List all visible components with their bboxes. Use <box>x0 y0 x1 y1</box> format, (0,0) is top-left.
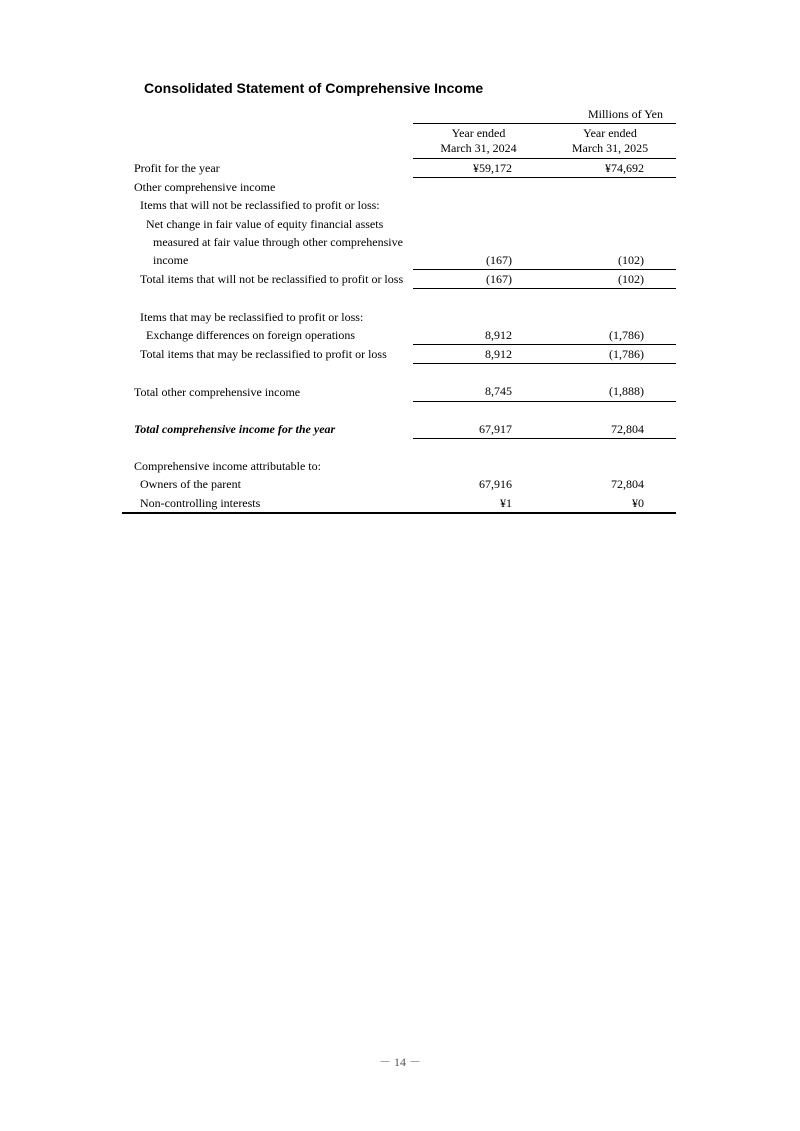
row-label: Owners of the parent <box>140 477 241 492</box>
table-row-total-comprehensive-income <box>122 420 676 439</box>
table-row-reclassified-total <box>122 345 676 364</box>
table-row-attributable-heading <box>122 457 676 475</box>
value-2024: (167) <box>413 270 544 289</box>
table-row-exchange-differences <box>122 326 676 345</box>
spacer-row <box>122 438 676 457</box>
spacer-row <box>122 401 676 420</box>
row-label: Total items that may be reclassified to profit or loss <box>140 347 387 361</box>
row-label: Exchange differences on foreign operations <box>146 328 356 343</box>
value-2025: (1,786) <box>544 345 676 364</box>
row-label: Comprehensive income attributable to: <box>134 459 321 474</box>
table-row-oci-heading <box>122 178 676 197</box>
table-row-fair-value-line3 <box>122 251 676 270</box>
value-2024: 8,912 <box>413 326 544 345</box>
value-2024: 8,745 <box>413 382 544 401</box>
table-row-reclassified-heading <box>122 308 676 326</box>
row-label: measured at fair value through other comprehensive <box>153 234 403 249</box>
table-row-non-controlling <box>122 494 676 513</box>
page-number: － 14 － <box>378 1055 421 1069</box>
value-2025: (1,786) <box>544 326 676 345</box>
table-row-fair-value-line2 <box>122 233 676 251</box>
row-label: Profit for the year <box>134 161 220 175</box>
table-row-not-reclassified-total <box>122 270 676 289</box>
spacer-row <box>122 364 676 383</box>
value-2024: 67,916 <box>479 477 512 492</box>
value-2025: (1,888) <box>544 382 676 401</box>
value-2025: (102) <box>544 251 676 270</box>
value-2025: 72,804 <box>611 477 644 492</box>
value-2024: 8,912 <box>413 345 544 364</box>
comprehensive-income-table <box>122 123 676 514</box>
value-2024: 67,917 <box>413 420 544 439</box>
spacer-row <box>122 289 676 308</box>
row-label: Items that may be reclassified to profit or loss: <box>140 309 364 324</box>
row-label: Total other comprehensive income <box>134 384 301 399</box>
table-row-owners <box>122 475 676 493</box>
row-label: Other comprehensive income <box>134 179 276 194</box>
value-2025: ¥74,692 <box>544 159 676 178</box>
value-2025: ¥0 <box>544 494 676 513</box>
unit-label: Millions of Yen <box>587 107 663 121</box>
column-header-2025: Year ended March 31, 2025 <box>544 124 676 159</box>
value-2024: (167) <box>413 251 544 270</box>
table-row-profit <box>122 159 676 178</box>
value-2024: ¥1 <box>413 494 544 513</box>
table-row-not-reclassified-heading <box>122 196 676 214</box>
table-row-fair-value-line1 <box>122 215 676 233</box>
value-2025: (102) <box>544 270 676 289</box>
column-header-2024: Year ended March 31, 2024 <box>413 124 544 159</box>
row-label: Total items that will not be reclassified to profit or loss <box>140 272 404 287</box>
table-row-total-oci <box>122 382 676 401</box>
row-label: Non-controlling interests <box>122 494 413 513</box>
row-label: Net change in fair value of equity financial assets <box>146 216 384 231</box>
value-2025: 72,804 <box>544 420 676 439</box>
column-header-row <box>122 124 676 159</box>
row-label: Items that will not be reclassified to profit or loss: <box>140 198 380 213</box>
row-label: Total comprehensive income for the year <box>134 422 336 437</box>
row-label: income <box>153 253 189 268</box>
value-2024: ¥59,172 <box>413 159 544 178</box>
statement-title: Consolidated Statement of Comprehensive Income <box>144 80 484 96</box>
